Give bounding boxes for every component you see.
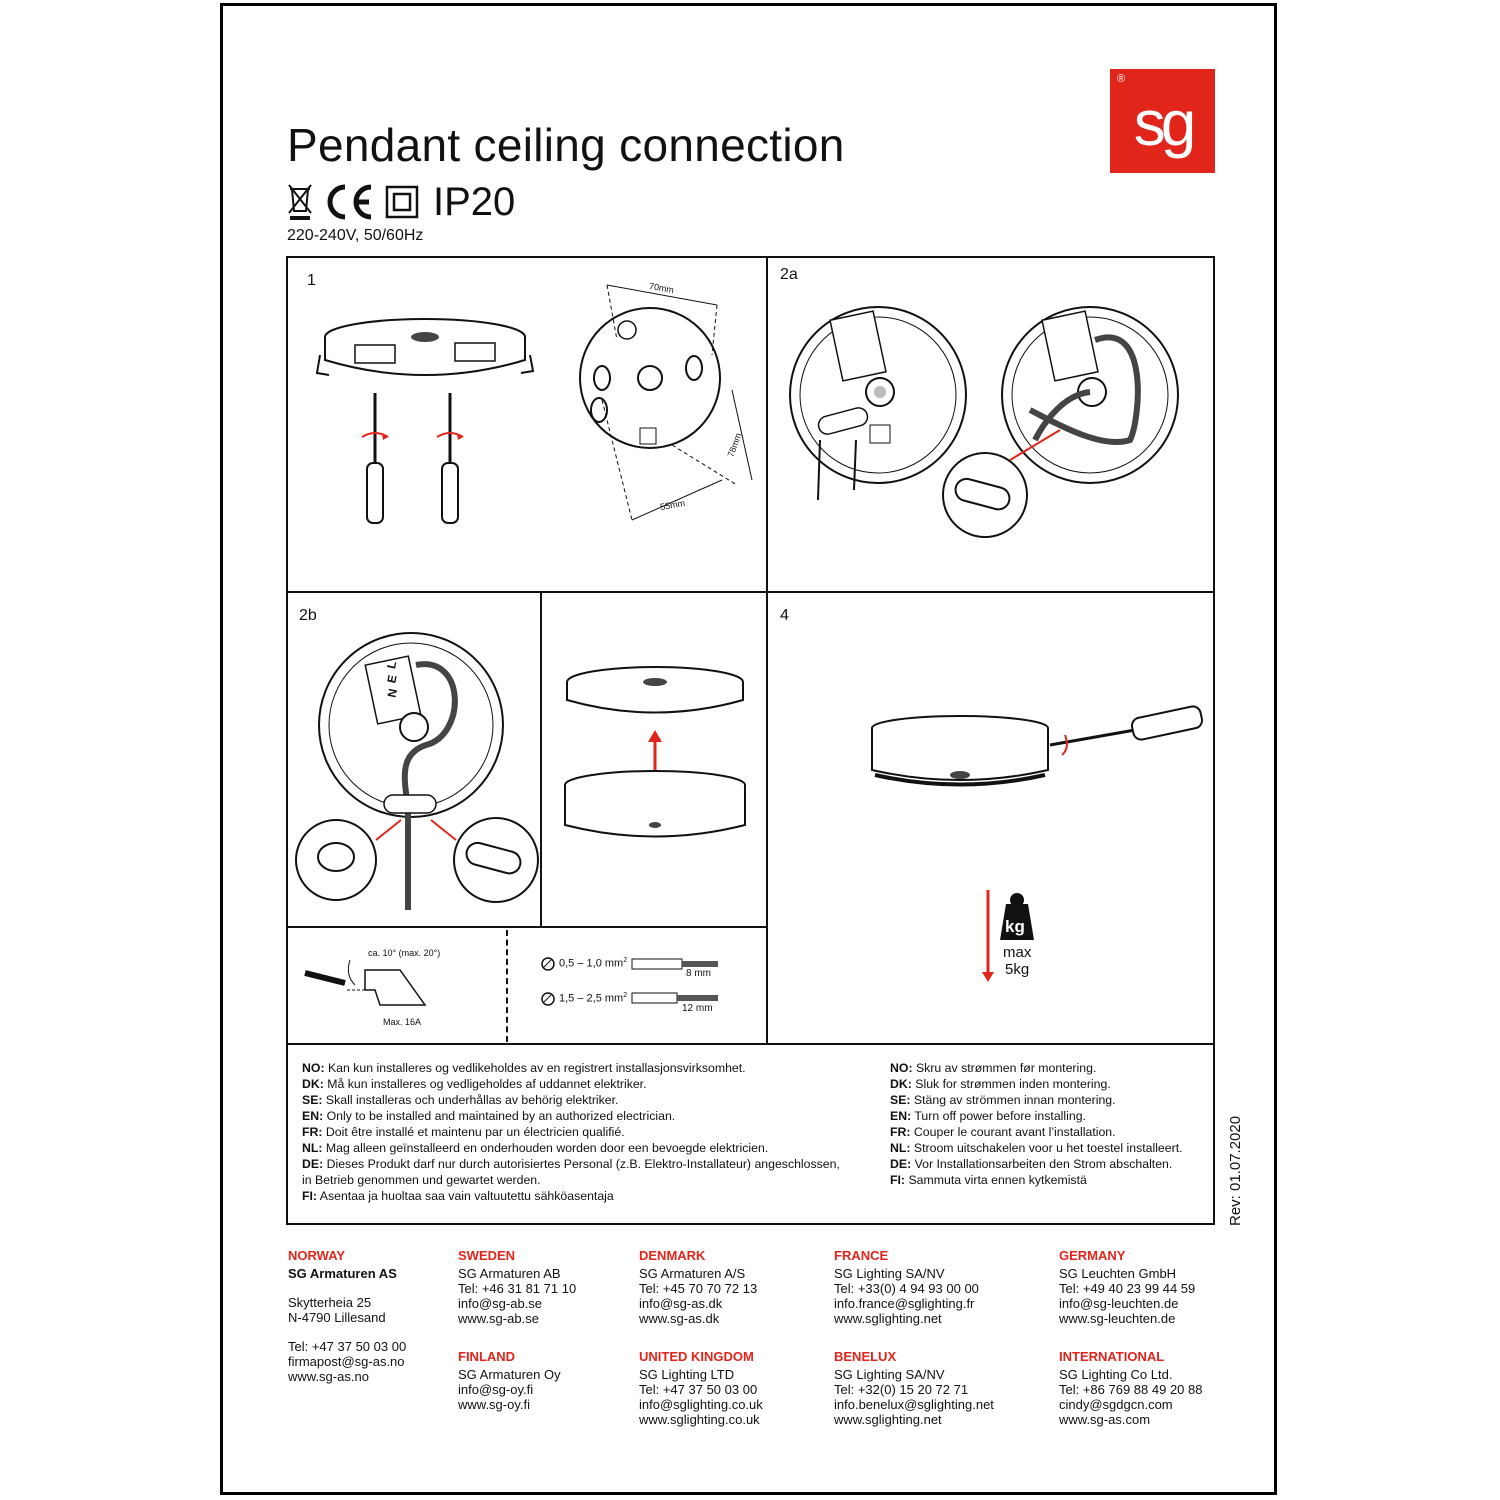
country-name: INTERNATIONAL	[1059, 1349, 1165, 1364]
step-2a-wiring	[790, 300, 1190, 530]
country-name: FRANCE	[834, 1248, 889, 1263]
dim-70-label: 70mm	[648, 280, 675, 296]
revision-date: Rev: 01.07.2020	[1227, 1115, 1244, 1226]
contact-germany	[1059, 1248, 1195, 1326]
contact-finland	[458, 1349, 561, 1412]
language-code: DE:	[890, 1157, 912, 1171]
web-link[interactable]: www.sg-as.com	[1059, 1412, 1151, 1427]
note-text: Vor Installationsarbeiten den Strom abschalten.	[911, 1157, 1173, 1171]
note-text: Asentaa ja huoltaa saa vain valtuutettu sähköasentaja	[317, 1189, 614, 1203]
step-2a-label: 2a	[780, 266, 798, 283]
web-link[interactable]: www.sglighting.net	[834, 1311, 942, 1326]
note-line	[302, 1188, 840, 1204]
note-line	[890, 1092, 1183, 1108]
terminal-l: L	[384, 659, 400, 671]
ce-mark-icon	[323, 184, 375, 220]
language-code: DK:	[302, 1077, 324, 1091]
sg-logo	[1110, 69, 1215, 173]
wire1-strip: 8 mm	[686, 968, 711, 979]
terminal-e: E	[384, 673, 400, 685]
phone: Tel: +47 37 50 03 00	[639, 1382, 758, 1397]
language-code: NO:	[302, 1061, 325, 1075]
company-name: SG Lighting SA/NV	[834, 1266, 945, 1281]
note-line	[890, 1108, 1183, 1124]
country-name: BENELUX	[834, 1349, 897, 1364]
wire1-size: 0,5 – 1,0 $mm^2$	[559, 957, 628, 970]
note-line	[302, 1140, 840, 1156]
email-link[interactable]: info@sglighting.co.uk	[639, 1397, 763, 1412]
language-code: EN:	[302, 1109, 324, 1123]
phone: Tel: +86 769 88 49 20 88	[1059, 1382, 1203, 1397]
step-3-assembly	[560, 660, 750, 845]
step-1-label: 1	[307, 272, 316, 289]
note-line	[890, 1156, 1183, 1172]
terminal-n: N	[384, 687, 401, 699]
company-name: SG Armaturen AS	[288, 1266, 397, 1281]
note-line	[302, 1156, 840, 1172]
note-text: Sluk for strømmen inden montering.	[911, 1077, 1111, 1091]
email-link[interactable]: info@sg-leuchten.de	[1059, 1296, 1179, 1311]
note-line	[890, 1060, 1183, 1076]
web-link[interactable]: www.sg-oy.fi	[458, 1397, 530, 1412]
email-link[interactable]: info.benelux@sglighting.net	[834, 1397, 994, 1412]
web-link[interactable]: www.sg-ab.se	[458, 1311, 539, 1326]
installation-notes	[286, 1043, 1215, 1225]
registered-mark: ®	[1117, 73, 1126, 85]
contact-norway	[288, 1248, 406, 1384]
angle-label: ca. 10° (max. 20°)	[368, 948, 441, 958]
note-line	[302, 1124, 840, 1140]
weight-kg-label: kg	[1005, 917, 1025, 936]
note-line	[302, 1108, 840, 1124]
company-name: SG Lighting Co Ltd.	[1059, 1367, 1173, 1382]
contact-denmark	[639, 1248, 757, 1326]
note-text: Kan kun installeres og vedlikeholdes av en registrert installasjonsvirksomhet.	[324, 1061, 746, 1075]
logo-text: sg	[1133, 87, 1192, 159]
company-name: SG Leuchten GmbH	[1059, 1266, 1177, 1281]
class-ii-icon	[385, 185, 419, 219]
street: Skytterheia 25	[288, 1295, 372, 1310]
note-line	[890, 1076, 1183, 1092]
phone: Tel: +32(0) 15 20 72 71	[834, 1382, 969, 1397]
phone: Tel: +47 37 50 03 00	[288, 1339, 407, 1354]
note-line	[302, 1076, 840, 1092]
country-name: DENMARK	[639, 1248, 706, 1263]
web-link[interactable]: www.sg-leuchten.de	[1059, 1311, 1176, 1326]
ip-rating: IP20	[433, 180, 516, 224]
max-load-value: 5kg	[1005, 961, 1030, 978]
note-text: Doit être installé et maintenu par un électricien qualifié.	[322, 1125, 625, 1139]
note-line	[890, 1172, 1183, 1188]
country-name: SWEDEN	[458, 1248, 516, 1263]
language-code: SE:	[890, 1093, 911, 1107]
language-code: EN:	[890, 1109, 912, 1123]
web-link[interactable]: www.sglighting.co.uk	[639, 1412, 760, 1427]
email-link[interactable]: firmapost@sg-as.no	[288, 1354, 405, 1369]
note-text: Mag alleen geïnstalleerd en onderhouden worden door een bevoegde elektricien.	[322, 1141, 769, 1155]
email-link[interactable]: info@sg-oy.fi	[458, 1382, 534, 1397]
language-code: FI:	[890, 1173, 906, 1187]
dim-78-label: 78mm	[725, 431, 744, 459]
contact-uk	[639, 1349, 763, 1427]
notes-power-off	[890, 1060, 1183, 1188]
email-link[interactable]: info@sg-as.dk	[639, 1296, 723, 1311]
note-line	[890, 1124, 1183, 1140]
phone: Tel: +49 40 23 99 44 59	[1059, 1281, 1196, 1296]
note-text: Stroom uitschakelen voor u het toestel installeert.	[910, 1141, 1183, 1155]
voltage-rating: 220-240V, 50/60Hz	[287, 227, 424, 244]
company-name: SG Armaturen A/S	[639, 1266, 746, 1281]
contact-sweden	[458, 1248, 576, 1326]
note-line	[302, 1172, 840, 1188]
web-link[interactable]: www.sg-as.no	[288, 1369, 369, 1384]
language-code: FR:	[890, 1125, 911, 1139]
note-text: Sammuta virta ennen kytkemistä	[905, 1173, 1087, 1187]
company-name: SG Lighting LTD	[639, 1367, 735, 1382]
note-text: Må kun installeres og vedligeholdes af uddannet elektriker.	[323, 1077, 647, 1091]
weee-bin-icon	[287, 183, 313, 221]
language-code: NL:	[302, 1141, 323, 1155]
note-text: Stäng av strömmen innan montering.	[910, 1093, 1116, 1107]
phone: Tel: +33(0) 4 94 93 00 00	[834, 1281, 979, 1296]
wire2-strip: 12 mm	[682, 1003, 713, 1014]
contact-benelux	[834, 1349, 994, 1427]
country-name: UNITED KINGDOM	[639, 1349, 754, 1364]
wire1-sup: 2	[623, 957, 628, 964]
language-code: FR:	[302, 1125, 323, 1139]
email-link[interactable]: cindy@sgdgcn.com	[1059, 1397, 1173, 1412]
certification-symbols	[287, 180, 515, 224]
company-name: SG Armaturen Oy	[458, 1367, 561, 1382]
company-name: SG Armaturen AB	[458, 1266, 561, 1281]
language-code: NL:	[890, 1141, 911, 1155]
step-4-label: 4	[780, 607, 789, 624]
note-text: Skall installeras och underhållas av behörig elektriker.	[322, 1093, 619, 1107]
email-link[interactable]: info@sg-ab.se	[458, 1296, 543, 1311]
wire2-sup: 2	[623, 992, 628, 999]
note-text: Couper le courant avant l’installation.	[910, 1125, 1116, 1139]
language-code: DE:	[302, 1157, 324, 1171]
max-current-label: Max. 16A	[383, 1017, 422, 1027]
divider-dashed	[506, 930, 508, 1042]
note-line	[302, 1092, 840, 1108]
notes-electrician	[302, 1060, 840, 1204]
email-link[interactable]: info.france@sglighting.fr	[834, 1296, 975, 1311]
language-code: FI:	[302, 1189, 318, 1203]
wire2-size: 1,5 – 2,5 $mm^2$	[559, 992, 628, 1005]
step-2b-label: 2b	[299, 607, 317, 624]
screwdriver-icon	[435, 393, 465, 528]
note-text: Turn off power before installing.	[911, 1109, 1086, 1123]
terminal-insertion-diagram	[305, 955, 445, 1020]
company-name: SG Lighting SA/NV	[834, 1367, 945, 1382]
note-line	[302, 1060, 840, 1076]
step-2b-cable	[296, 635, 541, 915]
country-name: FINLAND	[458, 1349, 516, 1364]
country-name: NORWAY	[288, 1248, 346, 1263]
city: N-4790 Lillesand	[288, 1310, 386, 1325]
contact-international	[1059, 1349, 1202, 1427]
language-code: NO:	[890, 1061, 913, 1075]
note-line	[890, 1140, 1183, 1156]
phone: Tel: +45 70 70 72 13	[639, 1281, 758, 1296]
screwdriver-icon	[360, 393, 390, 528]
note-text: Only to be installed and maintained by an authorized electrician.	[323, 1109, 676, 1123]
max-load-label: max	[1003, 944, 1032, 961]
mounting-plate-dimensions	[572, 280, 752, 525]
step-1-ceiling-plate	[315, 315, 545, 395]
contact-france	[834, 1248, 979, 1326]
country-name: GERMANY	[1059, 1248, 1126, 1263]
note-text: Dieses Produkt darf nur durch autorisiertes Personal (z.B. Elektro-Installateur) angeschlossen,	[323, 1157, 840, 1171]
web-link[interactable]: www.sglighting.net	[834, 1412, 942, 1427]
note-text: Skru av strømmen før montering.	[912, 1061, 1097, 1075]
language-code: SE:	[302, 1093, 323, 1107]
page-title: Pendant ceiling connection	[287, 119, 845, 171]
dim-55-label: 55mm	[659, 497, 686, 513]
web-link[interactable]: www.sg-as.dk	[639, 1311, 720, 1326]
language-code: DK:	[890, 1077, 912, 1091]
step-4-canopy-screw	[870, 700, 1205, 800]
phone: Tel: +46 31 81 71 10	[458, 1281, 577, 1296]
note-text: in Betrieb genommen und gewartet werden.	[302, 1173, 541, 1187]
